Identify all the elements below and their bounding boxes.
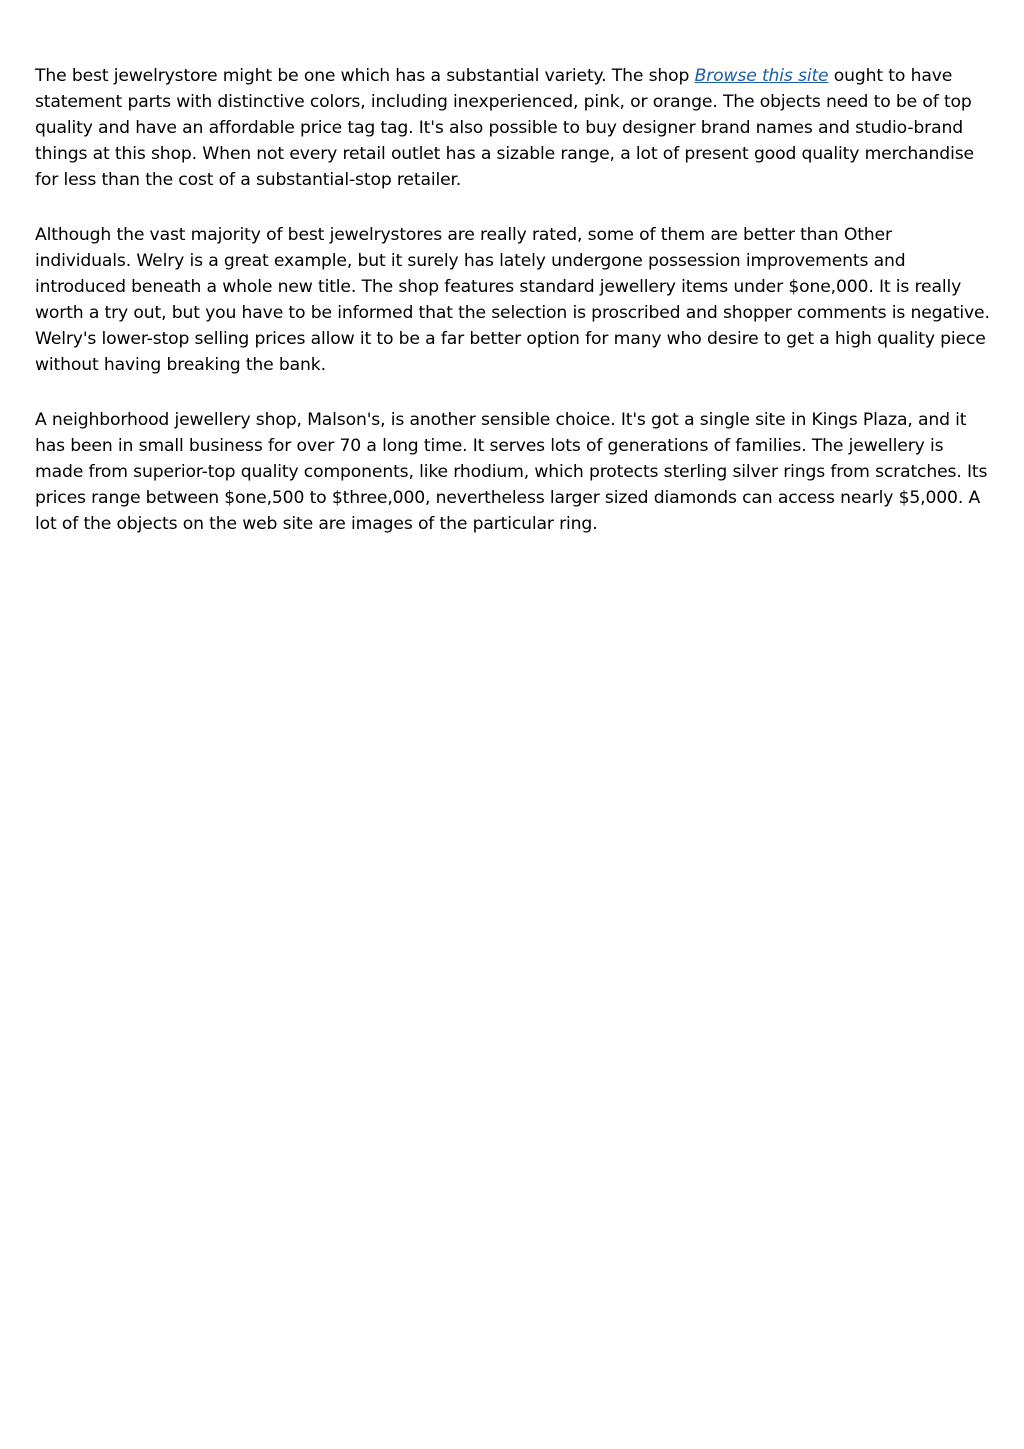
paragraph-1-text-before-link: The best jewelrystore might be one which has a substantial variety. The shop bbox=[35, 66, 695, 86]
paragraph-3: A neighborhood jewellery shop, Malson's, is another sensible choice. It's got a single site in Kings Plaza, and it has been in small business for over 70 a long time. It serves lots of generations of families. The jewellery is made from superior-top quality components, like rhodium, which protects sterling silver rings from scratches. Its prices range between $one,500 to $three,000, nevertheless larger sized diamonds can access nearly $5,000. A lot of the objects on the web site are images of the particular ring. bbox=[35, 410, 988, 534]
browse-site-link[interactable]: Browse this site bbox=[694, 66, 829, 86]
paragraph-2: Although the vast majority of best jewelrystores are really rated, some of them are better than Other individuals. Welry is a great example, but it surely has lately undergone possession improvements and introduced beneath a whole new title. The shop features standard jewellery items under $one,000. It is really worth a try out, but you have to be informed that the selection is proscribed and shopper comments is negative. Welry's lower-stop selling prices allow it to be a far better option for many who desire to get a high quality piece without having breaking the bank. bbox=[35, 225, 990, 375]
paragraph-1 bbox=[35, 63, 991, 193]
article-body bbox=[35, 63, 991, 566]
paragraph-1-text-after-link: ought to have statement parts with distinctive colors, including inexperienced, pink, or orange. The objects need to be of top quality and have an affordable price tag tag. It's also possible to buy designer brand names and studio-brand things at this shop. When not every retail outlet has a sizable range, a lot of present good quality merchandise for less than the cost of a substantial-stop retailer. bbox=[35, 66, 974, 190]
